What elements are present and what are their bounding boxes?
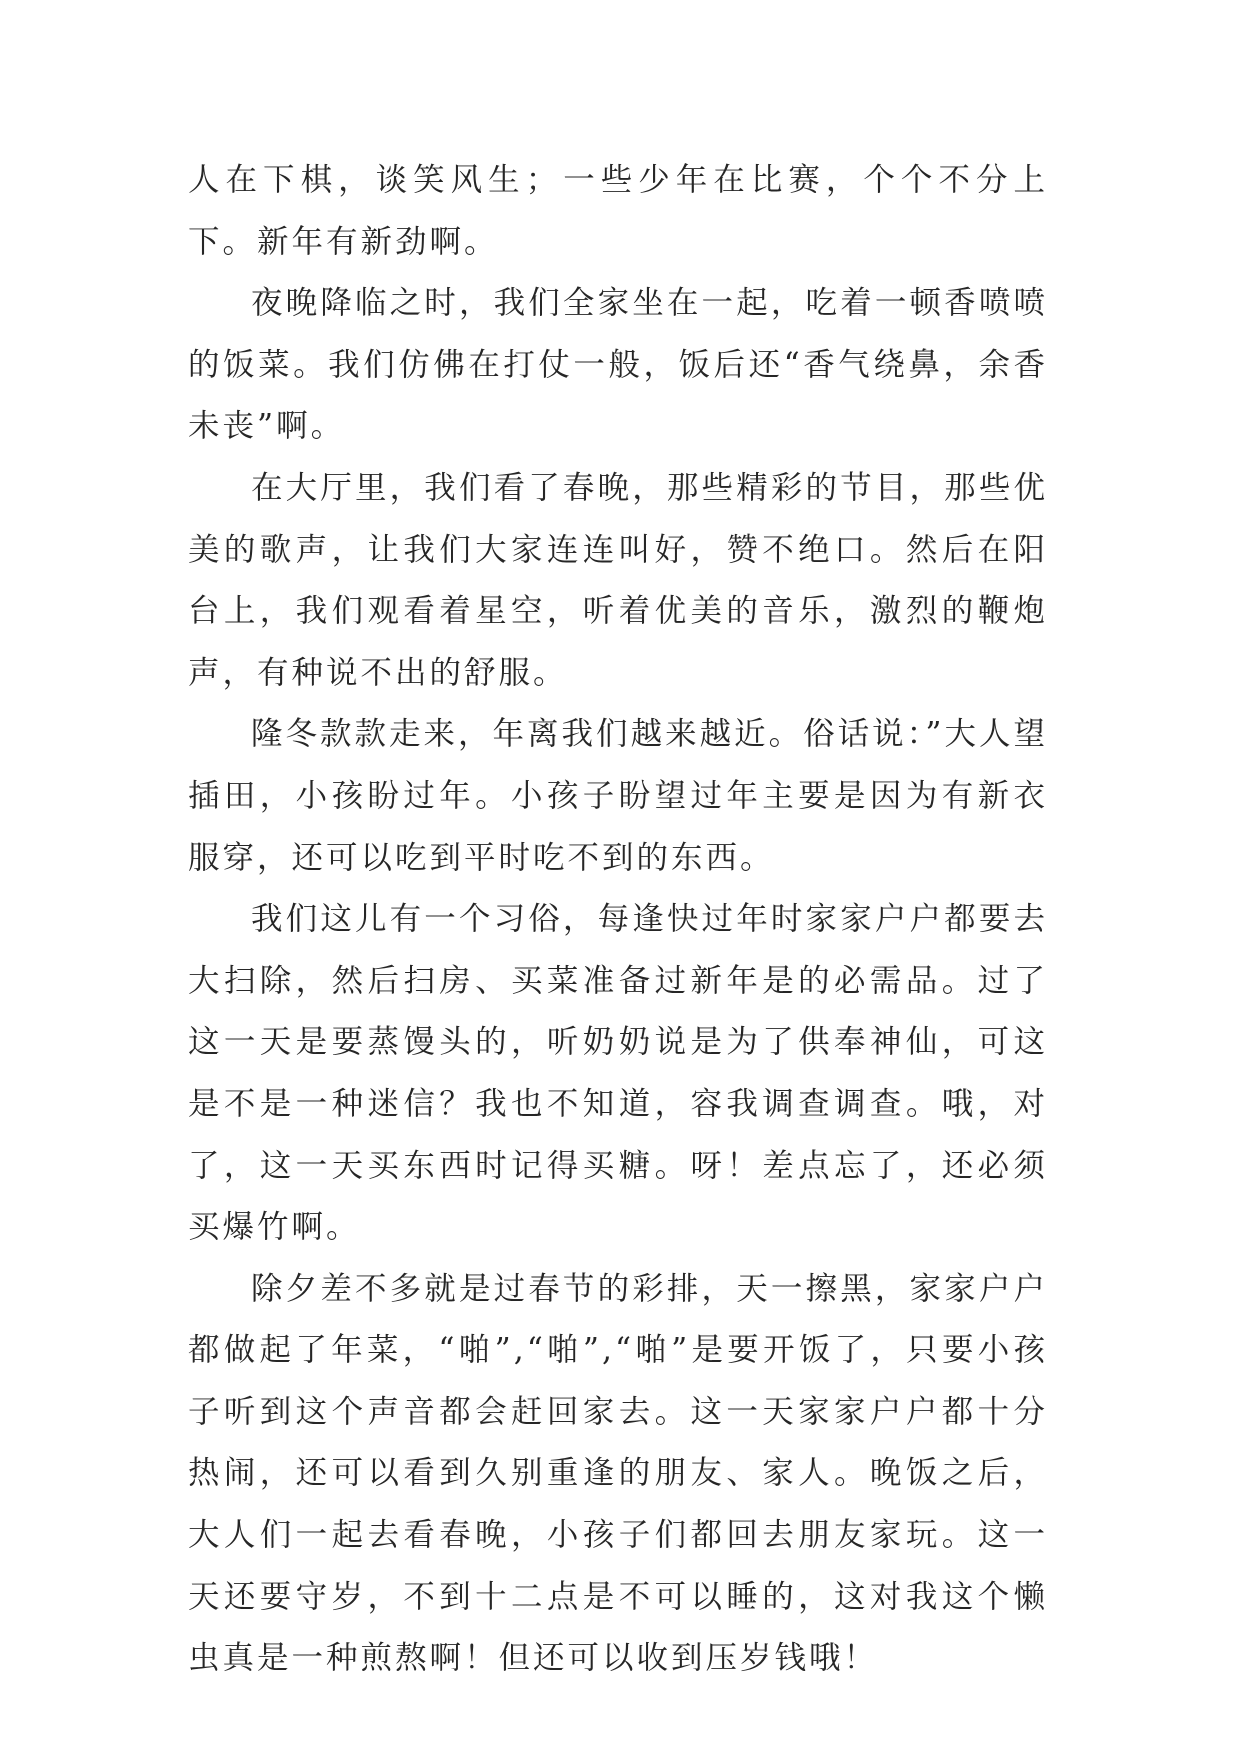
paragraph-dinner: 夜晚降临之时，我们全家坐在一起，吃着一顿香喷喷的饭菜。我们仿佛在打仗一般，饭后还“香气绕鼻，余香未丧”啊。: [188, 285, 1048, 445]
paragraph-custom: 我们这儿有一个习俗，每逢快过年时家家户户都要去大扫除，然后扫房、买菜准备过新年是的必需品。过了这一天是要蒸馒头的，听奶奶说是为了供奉神仙，可这是不是一种迷信？我也不知道，容我调查调查。哦，对了，这一天买东西时记得买糖。呀！差点忘了，还必须买爆竹啊。: [188, 901, 1048, 1246]
paragraph-new-years-eve: 除夕差不多就是过春节的彩排，天一擦黑，家家户户都做起了年菜，“啪”,“啪”,“啪”是要开饭了，只要小孩子听到这个声音都会赶回家去。这一天家家户户都十分热闹，还可以看到久别重逢的朋友、家人。晚饭之后，大人们一起去看春晚，小孩子们都回去朋友家玩。这一天还要守岁，不到十二点是不可以睡的，这对我这个懒虫真是一种煎熬啊！但还可以收到压岁钱哦！: [188, 1270, 1048, 1677]
document-page: [188, 150, 1048, 1690]
paragraph-winter: 隆冬款款走来，年离我们越来越近。俗话说：”大人望插田，小孩盼过年。小孩子盼望过年主要是因为有新衣服穿，还可以吃到平时吃不到的东西。: [188, 716, 1048, 876]
paragraph-continued: 人在下棋，谈笑风生；一些少年在比赛，个个不分上下。新年有新劲啊。: [188, 162, 1048, 260]
paragraph-gala: 在大厅里，我们看了春晚，那些精彩的节目，那些优美的歌声，让我们大家连连叫好，赞不绝口。然后在阳台上，我们观看着星空，听着优美的音乐，激烈的鞭炮声，有种说不出的舒服。: [188, 469, 1048, 691]
